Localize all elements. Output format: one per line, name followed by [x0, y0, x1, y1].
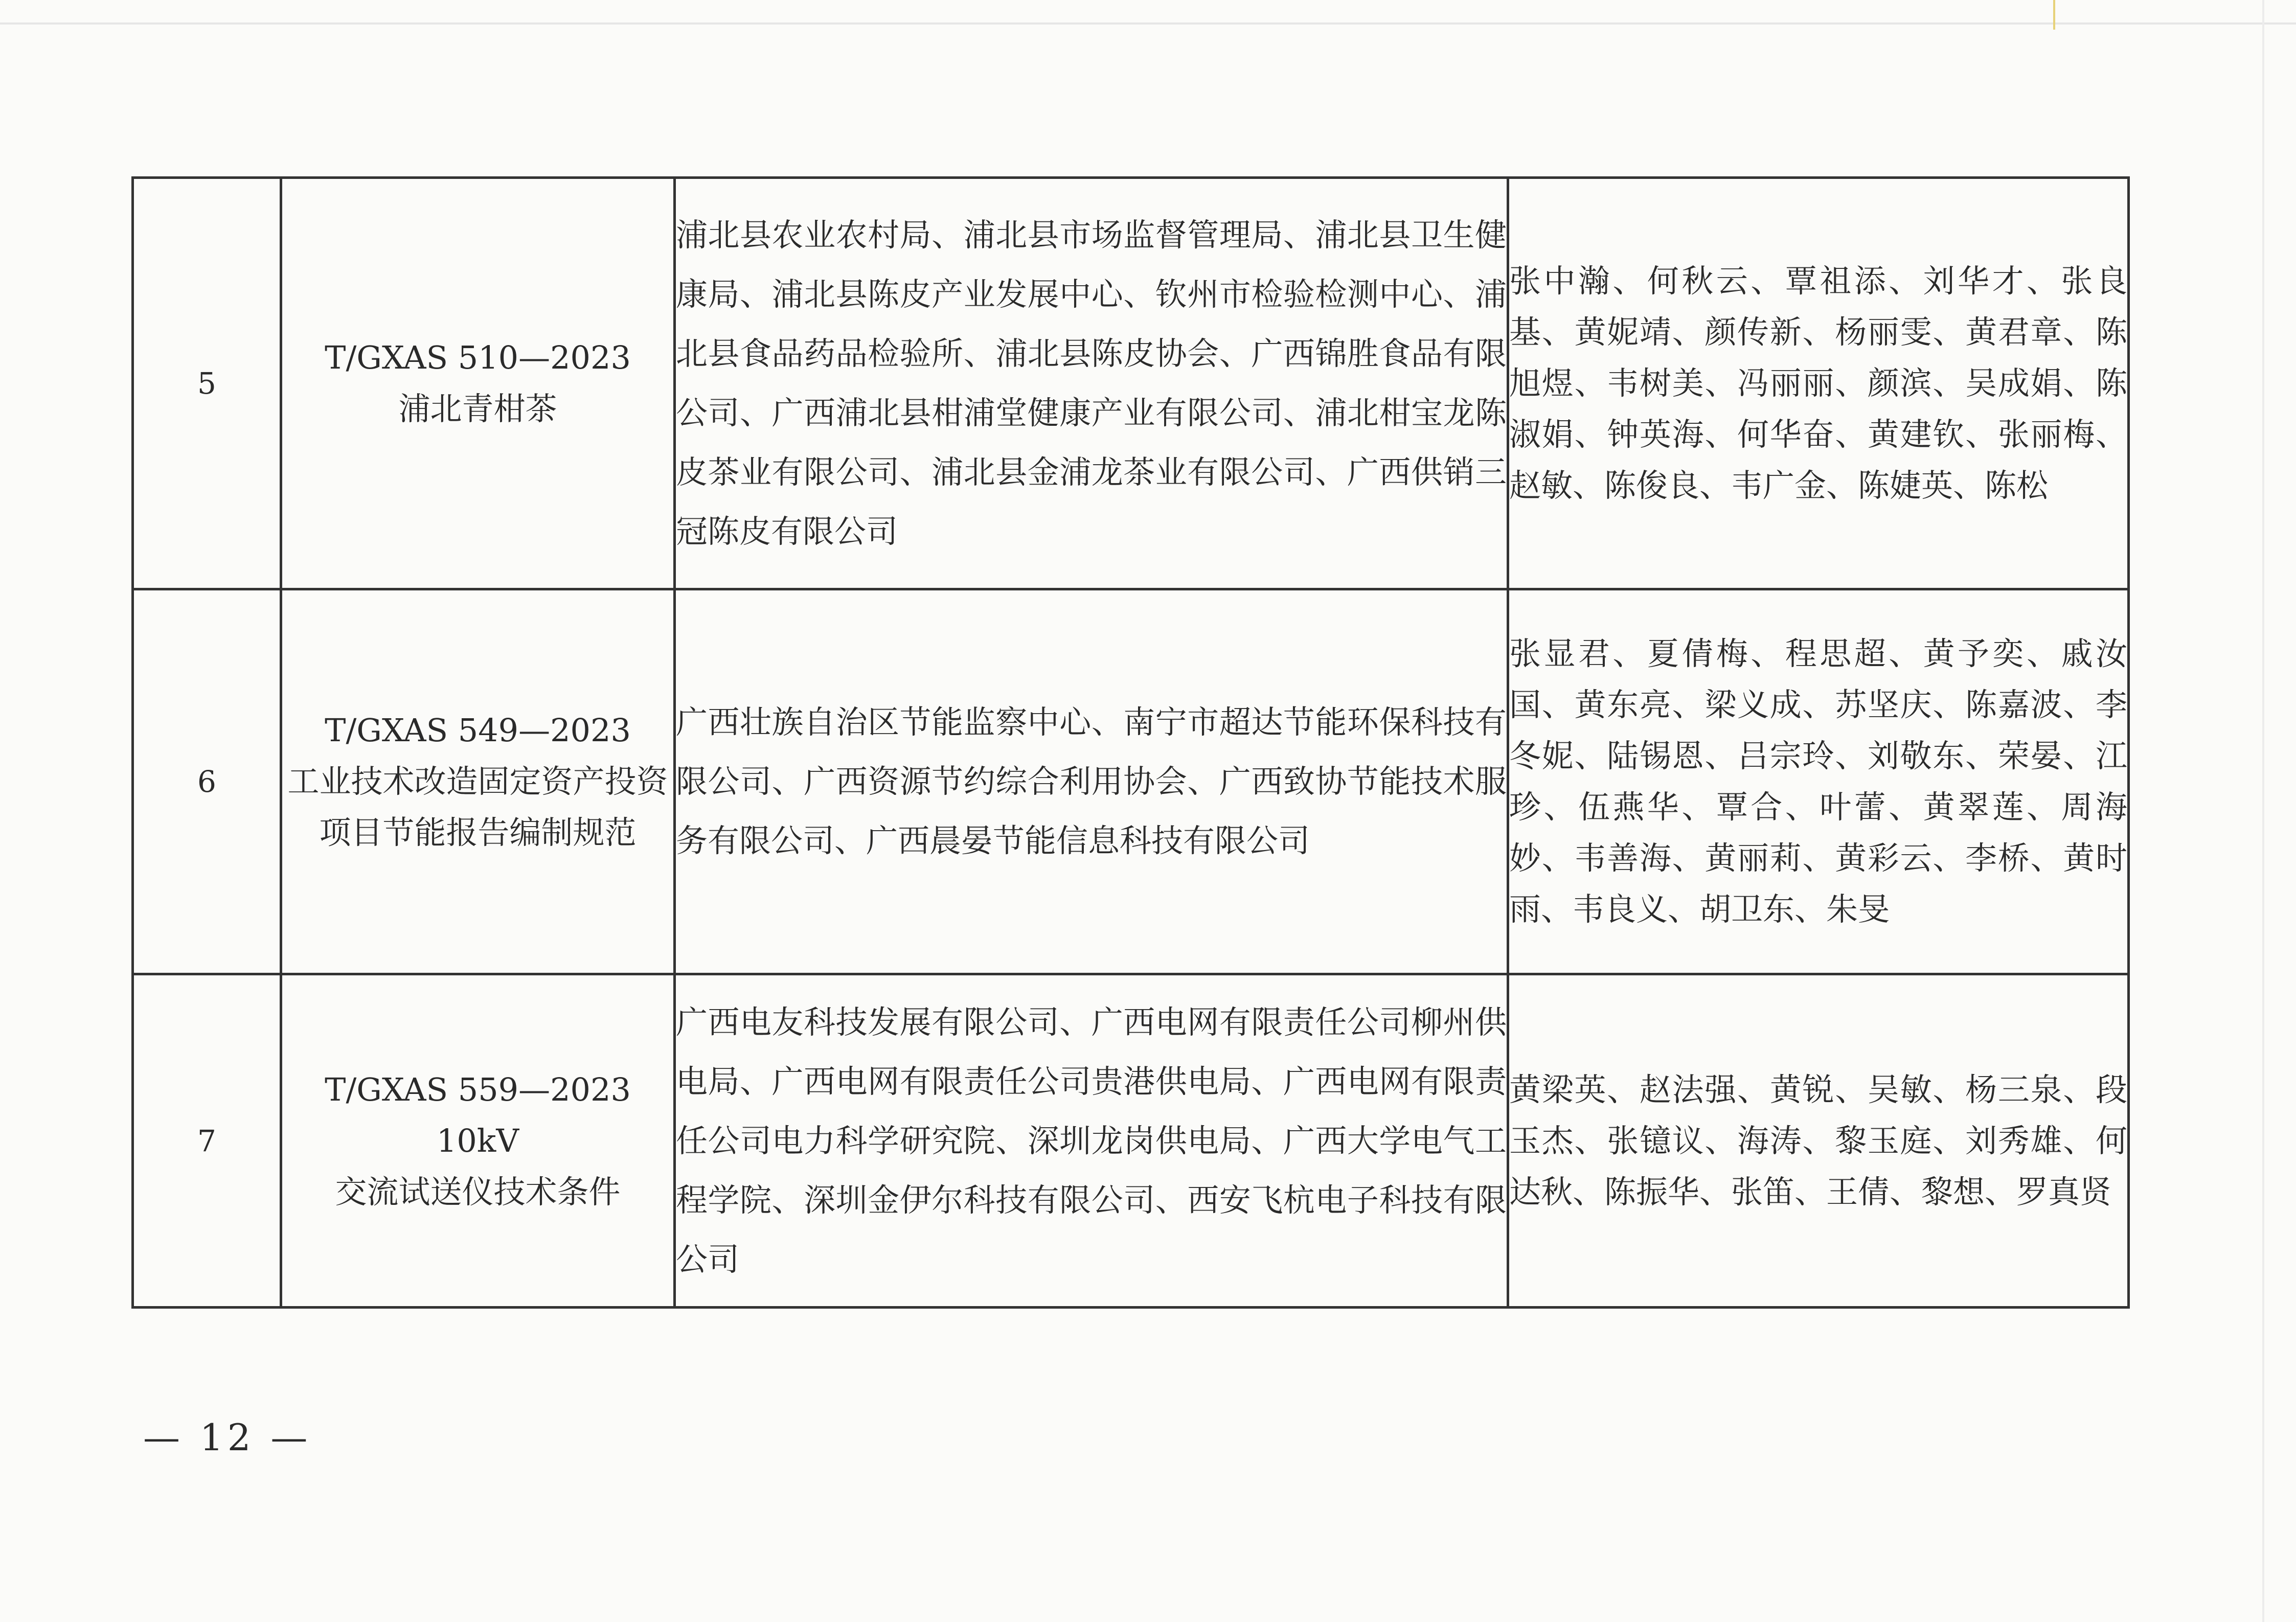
table-row	[133, 974, 2129, 1308]
standard-name: 工业技术改造固定资产投资项目节能报告编制规范	[287, 763, 668, 851]
standard-name: 浦北青柑茶	[398, 390, 557, 427]
organizations-cell: 广西壮族自治区节能监察中心、南宁市超达节能环保科技有限公司、广西资源节约综合利用协会、广西致协节能技术服务有限公司、广西晨晏节能信息科技有限公司	[675, 589, 1508, 974]
organizations-cell: 广西电友科技发展有限公司、广西电网有限责任公司柳州供电局、广西电网有限责任公司贵港供电局、广西电网有限责任公司电力科学研究院、深圳龙岗供电局、广西大学电气工程学院、深圳金伊尔科技有限公司、西安飞杭电子科技有限公司	[675, 974, 1508, 1308]
people-cell: 张显君、夏倩梅、程思超、黄予奕、戚汝国、黄东亮、梁义成、苏坚庆、陈嘉波、李冬妮、陆锡恩、吕宗玲、刘敬东、荣晏、江珍、伍燕华、覃合、叶蕾、黄翠莲、周海妙、韦善海、黄丽莉、黄彩云、李桥、黄时雨、韦良义、胡卫东、朱旻	[1508, 589, 2129, 974]
standards-table	[131, 176, 2130, 1309]
standard-cell	[281, 178, 675, 589]
scan-edge-top	[0, 22, 2296, 25]
people-cell: 黄梁英、赵法强、黄锐、吴敏、杨三泉、段玉杰、张镱议、海涛、黎玉庭、刘秀雄、何达秋、陈振华、张笛、王倩、黎想、罗真贤	[1508, 974, 2129, 1308]
standard-code: T/GXAS 510—2023	[325, 339, 631, 376]
people-cell: 张中瀚、何秋云、覃祖添、刘华才、张良基、黄妮靖、颜传新、杨丽雯、黄君章、陈旭煜、韦树美、冯丽丽、颜滨、吴成娟、陈淑娟、钟英海、何华奋、黄建钦、张丽梅、赵敏、陈俊良、韦广金、陈婕英、陈松	[1508, 178, 2129, 589]
row-number: 6	[133, 589, 281, 974]
scan-edge-right	[2262, 0, 2264, 1622]
standard-code: T/GXAS 549—2023	[325, 712, 631, 749]
standard-name: 交流试送仪技术条件	[335, 1173, 621, 1210]
standard-cell	[281, 589, 675, 974]
standard-cell	[281, 974, 675, 1308]
row-number: 7	[133, 974, 281, 1308]
standard-code: T/GXAS 559—2023 10kV	[325, 1070, 631, 1159]
table-row	[133, 589, 2129, 974]
row-number: 5	[133, 178, 281, 589]
scan-mark	[2053, 0, 2055, 30]
table-row	[133, 178, 2129, 589]
organizations-cell: 浦北县农业农村局、浦北县市场监督管理局、浦北县卫生健康局、浦北县陈皮产业发展中心、钦州市检验检测中心、浦北县食品药品检验所、浦北县陈皮协会、广西锦胜食品有限公司、广西浦北县柑浦堂健康产业有限公司、浦北柑宝龙陈皮茶业有限公司、浦北县金浦龙茶业有限公司、广西供销三冠陈皮有限公司	[675, 178, 1508, 589]
page-number: — 12 —	[143, 1416, 312, 1459]
